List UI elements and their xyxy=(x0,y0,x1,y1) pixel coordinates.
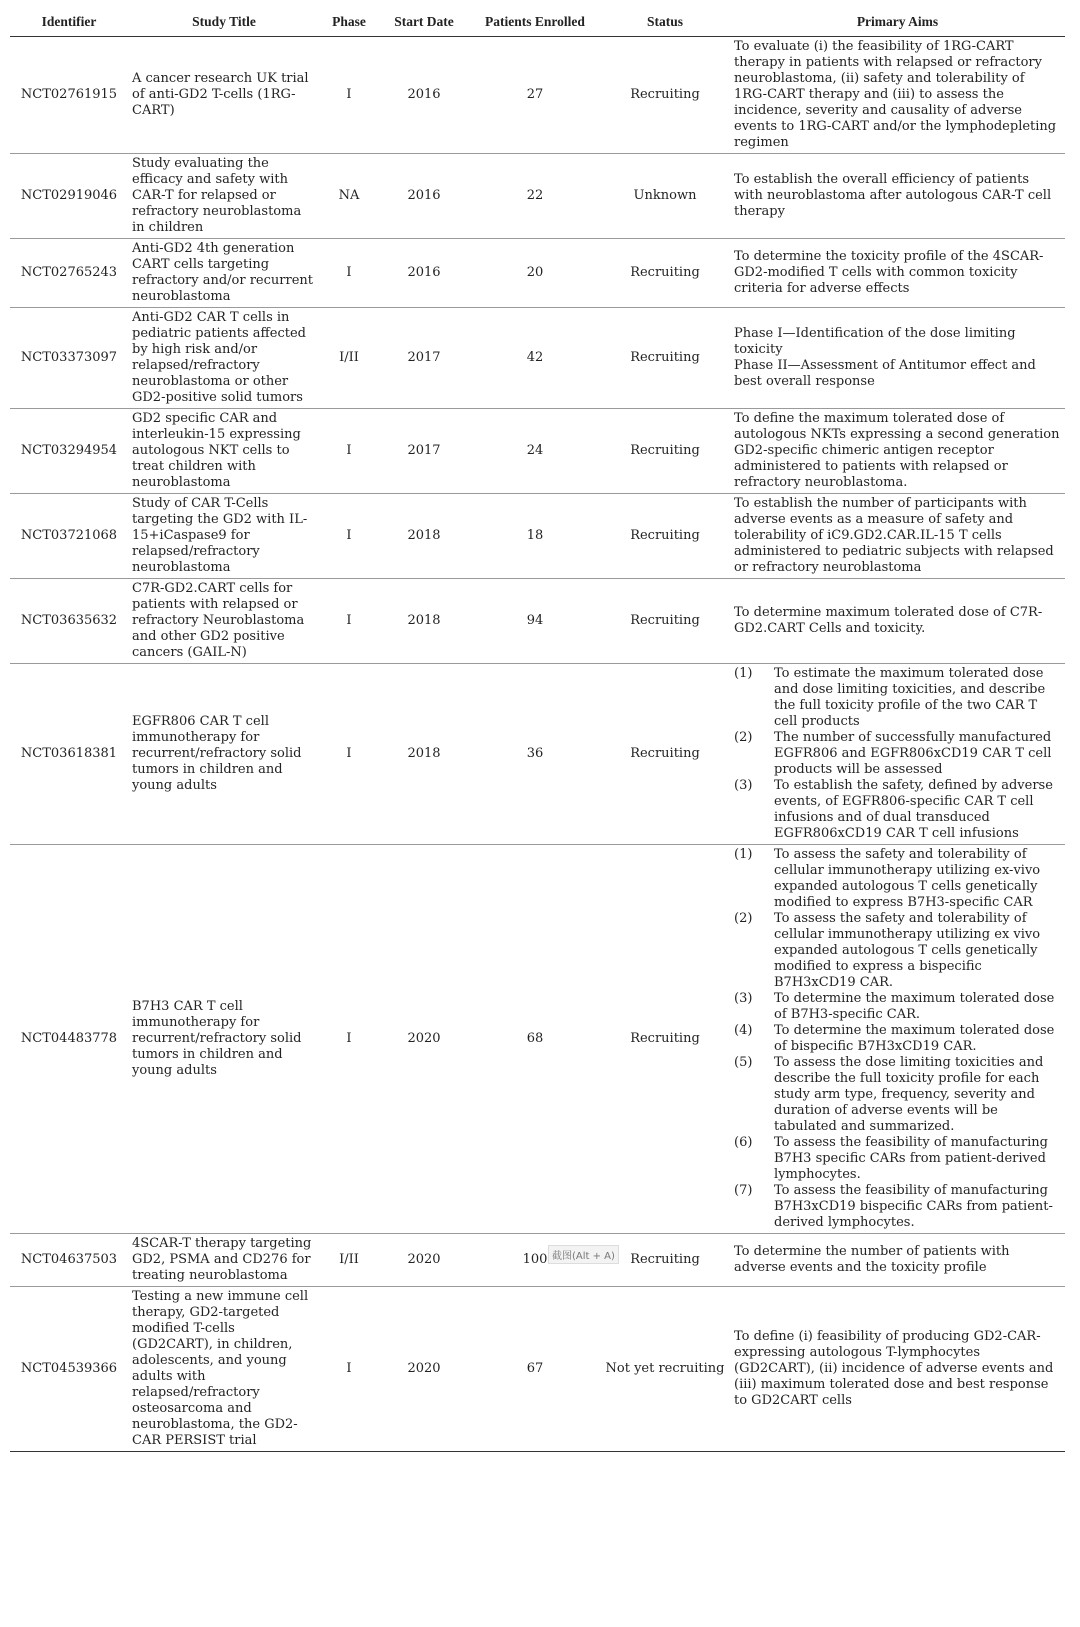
cell-enrolled: 68 xyxy=(470,845,600,1234)
cell-start-date: 2017 xyxy=(378,308,470,409)
table-row xyxy=(10,37,1065,154)
cell-study-title: EGFR806 CAR T cell immunotherapy for recurrent/refractory solid tumors in children and young adults xyxy=(128,664,320,845)
cell-status: Recruiting xyxy=(600,37,730,154)
cell-study-title: Study evaluating the efficacy and safety with CAR-T for relapsed or refractory neuroblastoma in children xyxy=(128,154,320,239)
cell-primary-aims: To determine the toxicity profile of the 4SCAR-GD2-modified T cells with common toxicity criteria for adverse effects xyxy=(730,239,1065,308)
table-row xyxy=(10,845,1065,1234)
cell-phase: I xyxy=(320,494,378,579)
cell-enrolled: 67 xyxy=(470,1287,600,1452)
aim-text: To assess the safety and tolerability of cellular immunotherapy utilizing ex-vivo expanded autologous T cells genetically modified to express B7H3-specific CAR xyxy=(774,847,1041,910)
cell-study-title: GD2 specific CAR and interleukin-15 expressing autologous NKT cells to treat children with neuroblastoma xyxy=(128,409,320,494)
header-identifier: Identifier xyxy=(10,10,128,37)
aims-list xyxy=(734,666,1061,842)
cell-primary-aims xyxy=(730,664,1065,845)
cell-primary-aims: To determine the number of patients with adverse events and the toxicity profile xyxy=(730,1234,1065,1287)
cell-phase: I xyxy=(320,409,378,494)
aim-number: (3) xyxy=(734,991,753,1006)
table-row xyxy=(10,154,1065,239)
cell-status: Recruiting xyxy=(600,239,730,308)
cell-identifier: NCT02761915 xyxy=(10,37,128,154)
cell-study-title: 4SCAR-T therapy targeting GD2, PSMA and CD276 for treating neuroblastoma xyxy=(128,1234,320,1287)
cell-phase: I xyxy=(320,845,378,1234)
cell-identifier: NCT04637503 xyxy=(10,1234,128,1287)
cell-start-date: 2017 xyxy=(378,409,470,494)
aim-number: (2) xyxy=(734,730,753,745)
cell-primary-aims: To establish the overall efficiency of patients with neuroblastoma after autologous CAR-T cell therapy xyxy=(730,154,1065,239)
list-item xyxy=(734,666,1061,730)
cell-status: Recruiting xyxy=(600,308,730,409)
cell-enrolled: 36 xyxy=(470,664,600,845)
aim-text: The number of successfully manufactured EGFR806 and EGFR806xCD19 CAR T cell products will be assessed xyxy=(774,730,1052,777)
cell-start-date: 2018 xyxy=(378,494,470,579)
table-row xyxy=(10,1287,1065,1452)
list-item xyxy=(734,778,1061,842)
aim-text: To assess the dose limiting toxicities and describe the full toxicity profile for each study arm type, frequency, severity and duration of adverse events will be tabulated and summarized. xyxy=(774,1055,1044,1134)
cell-identifier: NCT02765243 xyxy=(10,239,128,308)
cell-status: Not yet recruiting xyxy=(600,1287,730,1452)
cell-phase: I/II xyxy=(320,1234,378,1287)
aim-number: (2) xyxy=(734,911,753,926)
cell-status: Recruiting xyxy=(600,664,730,845)
aim-text: To determine the maximum tolerated dose of B7H3-specific CAR. xyxy=(774,991,1055,1022)
list-item xyxy=(734,1055,1061,1135)
list-item xyxy=(734,1023,1061,1055)
screenshot-shortcut-hint: 截图(Alt + A) xyxy=(548,1245,619,1264)
cell-primary-aims: To establish the number of participants with adverse events as a measure of safety and tolerability of iC9.GD2.CAR.IL-15 T cells administered to pediatric subjects with relapsed or refractory neuroblastoma xyxy=(730,494,1065,579)
aim-number: (4) xyxy=(734,1023,753,1038)
aim-number: (7) xyxy=(734,1183,753,1198)
cell-identifier: NCT04539366 xyxy=(10,1287,128,1452)
table-row xyxy=(10,239,1065,308)
aim-text: To assess the feasibility of manufacturing B7H3 specific CARs from patient-derived lymphocytes. xyxy=(774,1135,1048,1182)
cell-status: Recruiting xyxy=(600,579,730,664)
aim-number: (3) xyxy=(734,778,753,793)
header-status: Status xyxy=(600,10,730,37)
cell-enrolled: 20 xyxy=(470,239,600,308)
aim-number: (6) xyxy=(734,1135,753,1150)
aim-text: To determine the maximum tolerated dose of bispecific B7H3xCD19 CAR. xyxy=(774,1023,1055,1054)
aim-text: To assess the safety and tolerability of cellular immunotherapy utilizing ex vivo expanded autologous T cells genetically modified to express a bispecific B7H3xCD19 CAR. xyxy=(774,911,1041,990)
aims-list xyxy=(734,847,1061,1231)
cell-phase: NA xyxy=(320,154,378,239)
cell-primary-aims: To evaluate (i) the feasibility of 1RG-CART therapy in patients with relapsed or refractory neuroblastoma, (ii) safety and tolerability of 1RG-CART therapy and (iii) to assess the incidence, severity and causality of adverse events to 1RG-CART and/or the lymphodepleting regimen xyxy=(730,37,1065,154)
table-row xyxy=(10,1234,1065,1287)
header-start-date: Start Date xyxy=(378,10,470,37)
cell-status: Recruiting xyxy=(600,409,730,494)
list-item xyxy=(734,730,1061,778)
cell-status: Recruiting xyxy=(600,494,730,579)
cell-start-date: 2016 xyxy=(378,37,470,154)
cell-study-title: Anti-GD2 4th generation CART cells targeting refractory and/or recurrent neuroblastoma xyxy=(128,239,320,308)
cell-enrolled: 100 xyxy=(470,1234,600,1287)
table-row xyxy=(10,664,1065,845)
cell-status: Recruiting xyxy=(600,1234,730,1287)
table-row xyxy=(10,308,1065,409)
cell-enrolled: 22 xyxy=(470,154,600,239)
cell-primary-aims: To define (i) feasibility of producing GD2-CAR-expressing autologous T-lymphocytes (GD2CART), (ii) incidence of adverse events and (iii) maximum tolerated dose and best response to GD2CART cells xyxy=(730,1287,1065,1452)
cell-identifier: NCT03618381 xyxy=(10,664,128,845)
cell-identifier: NCT04483778 xyxy=(10,845,128,1234)
cell-start-date: 2020 xyxy=(378,845,470,1234)
header-phase: Phase xyxy=(320,10,378,37)
cell-primary-aims xyxy=(730,308,1065,409)
cell-study-title: A cancer research UK trial of anti-GD2 T-cells (1RG-CART) xyxy=(128,37,320,154)
cell-primary-aims: To define the maximum tolerated dose of autologous NKTs expressing a second generation GD2-specific chimeric antigen receptor administered to patients with relapsed or refractory neuroblastoma. xyxy=(730,409,1065,494)
cell-status: Recruiting xyxy=(600,845,730,1234)
list-item xyxy=(734,991,1061,1023)
cell-study-title: Testing a new immune cell therapy, GD2-targeted modified T-cells (GD2CART), in children, adolescents, and young adults with relapsed/refractory osteosarcoma and neuroblastoma, the GD2-CAR PERSIST trial xyxy=(128,1287,320,1452)
cell-study-title: Study of CAR T-Cells targeting the GD2 with IL-15+iCaspase9 for relapsed/refractory neuroblastoma xyxy=(128,494,320,579)
cell-status: Unknown xyxy=(600,154,730,239)
cell-phase: I xyxy=(320,579,378,664)
aim-phase-2: Phase II—Assessment of Antitumor effect and best overall response xyxy=(734,358,1036,389)
aim-text: To estimate the maximum tolerated dose and dose limiting toxicities, and describe the full toxicity profile of the two CAR T cell products xyxy=(774,666,1046,729)
cell-primary-aims xyxy=(730,845,1065,1234)
table-row xyxy=(10,494,1065,579)
cell-start-date: 2018 xyxy=(378,664,470,845)
cell-enrolled: 42 xyxy=(470,308,600,409)
aim-number: (1) xyxy=(734,666,753,681)
cell-start-date: 2016 xyxy=(378,154,470,239)
list-item xyxy=(734,847,1061,911)
cell-phase: I/II xyxy=(320,308,378,409)
aim-phase-1: Phase I—Identification of the dose limiting toxicity xyxy=(734,326,1016,357)
cell-phase: I xyxy=(320,1287,378,1452)
cell-study-title: B7H3 CAR T cell immunotherapy for recurrent/refractory solid tumors in children and young adults xyxy=(128,845,320,1234)
aim-text: To establish the safety, defined by adverse events, of EGFR806-specific CAR T cell infusions and of dual transduced EGFR806xCD19 CAR T cell infusions xyxy=(774,778,1053,841)
cell-identifier: NCT03635632 xyxy=(10,579,128,664)
cell-identifier: NCT03294954 xyxy=(10,409,128,494)
table-row xyxy=(10,409,1065,494)
list-item xyxy=(734,911,1061,991)
cell-start-date: 2020 xyxy=(378,1287,470,1452)
cell-enrolled: 24 xyxy=(470,409,600,494)
header-row xyxy=(10,10,1065,37)
cell-primary-aims: To determine maximum tolerated dose of C7R-GD2.CART Cells and toxicity. xyxy=(730,579,1065,664)
header-patients-enrolled: Patients Enrolled xyxy=(470,10,600,37)
cell-study-title: C7R-GD2.CART cells for patients with relapsed or refractory Neuroblastoma and other GD2 positive cancers (GAIL-N) xyxy=(128,579,320,664)
cell-enrolled: 94 xyxy=(470,579,600,664)
aim-number: (5) xyxy=(734,1055,753,1070)
header-primary-aims: Primary Aims xyxy=(730,10,1065,37)
cell-identifier: NCT03373097 xyxy=(10,308,128,409)
cell-enrolled: 18 xyxy=(470,494,600,579)
cell-identifier: NCT03721068 xyxy=(10,494,128,579)
cell-study-title: Anti-GD2 CAR T cells in pediatric patients affected by high risk and/or relapsed/refractory neuroblastoma or other GD2-positive solid tumors xyxy=(128,308,320,409)
aim-number: (1) xyxy=(734,847,753,862)
table-row xyxy=(10,579,1065,664)
cell-identifier: NCT02919046 xyxy=(10,154,128,239)
header-study-title: Study Title xyxy=(128,10,320,37)
aim-text: To assess the feasibility of manufacturing B7H3xCD19 bispecific CARs from patient-derived lymphocytes. xyxy=(774,1183,1053,1230)
cell-start-date: 2016 xyxy=(378,239,470,308)
clinical-trials-table xyxy=(10,10,1065,1452)
cell-phase: I xyxy=(320,239,378,308)
cell-phase: I xyxy=(320,37,378,154)
trials-document xyxy=(10,10,1065,1452)
cell-start-date: 2018 xyxy=(378,579,470,664)
cell-enrolled: 27 xyxy=(470,37,600,154)
cell-start-date: 2020 xyxy=(378,1234,470,1287)
cell-phase: I xyxy=(320,664,378,845)
list-item xyxy=(734,1135,1061,1183)
list-item xyxy=(734,1183,1061,1231)
